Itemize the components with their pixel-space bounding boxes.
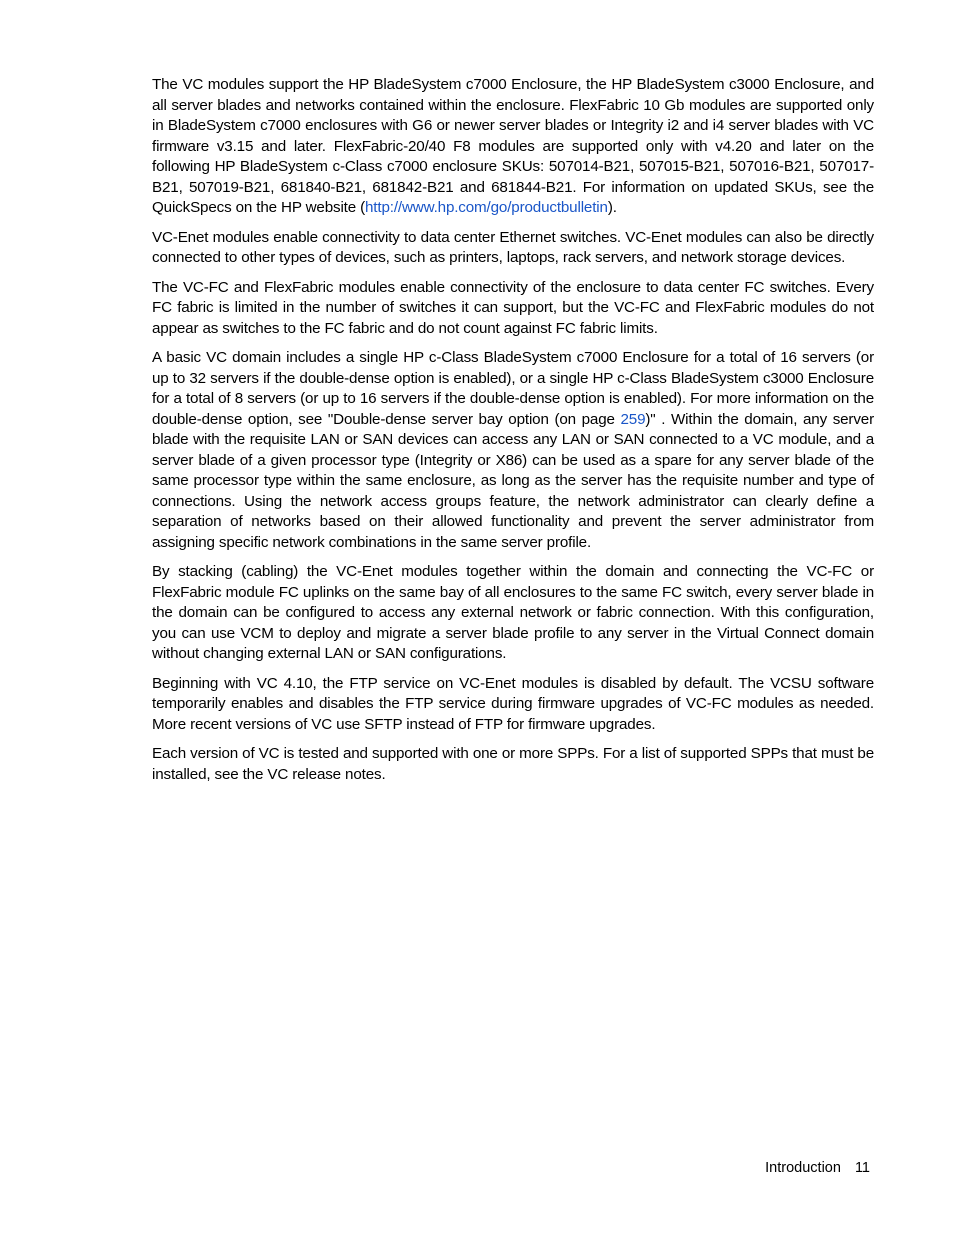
paragraph-vc-fc-flexfabric [152,278,874,340]
paragraph-text: )" . Within the domain, any server blade with the requisite LAN or SAN devices can access any LAN or SAN connected to a VC module, and a server blade of a given processor type (Integrity or X86) can be used as a spare for any server blade of the same processor type within the same enclosure, as long as the server has the requisite number and type of connections. Using the network access groups feature, the network administrator can clearly define a separation of networks based on their allowed functionality and prevent the server administrator from assigning specific network combinations in the same server profile. [152,410,874,551]
paragraph-basic-vc-domain [152,348,874,553]
page-number: 11 [854,1160,870,1176]
page-footer [600,1158,870,1178]
productbulletin-link[interactable]: http://www.hp.com/go/productbulletin [365,199,608,216]
document-body [152,75,874,794]
paragraph-text: ). [607,199,617,216]
paragraph-stacking [152,562,874,665]
paragraph-text: A basic VC domain includes a single HP c-Class BladeSystem c7000 Enclosure for a total of 16 servers (or up to 32 servers if the double-dense option is enabled), or a single HP c-Class BladeSystem c3000 Enclosure for a total of 8 servers (or up to 16 servers if the double-dense option is enabled). For more information on the double-dense option, see "Double-dense server bay option (on page [152,349,874,428]
paragraph-vc-modules-support [152,75,874,219]
paragraph-text: By stacking (cabling) the VC-Enet modules together within the domain and connecting the VC-FC or FlexFabric module FC uplinks on the same bay of all enclosures to the same FC switch, every server blade in the domain can be configured to access any external network or fabric connection. With this configuration, you can use VCM to deploy and migrate a server blade profile to any server in the Virtual Connect domain without changing external LAN or SAN configurations. [152,563,874,662]
paragraph-text: Each version of VC is tested and supported with one or more SPPs. For a list of supported SPPs that must be installed, see the VC release notes. [152,745,874,783]
paragraph-ftp-service [152,674,874,736]
paragraph-text: VC-Enet modules enable connectivity to data center Ethernet switches. VC-Enet modules can also be directly connected to other types of devices, such as printers, laptops, rack servers, and network storage devices. [152,228,874,266]
paragraph-vc-enet [152,228,874,269]
paragraph-text: Beginning with VC 4.10, the FTP service on VC-Enet modules is disabled by default. The VCSU software temporarily enables and disables the FTP service during firmware upgrades of VC-FC modules as needed. More recent versions of VC use SFTP instead of FTP for firmware upgrades. [152,674,874,733]
paragraph-text: The VC-FC and FlexFabric modules enable connectivity of the enclosure to data center FC switches. Every FC fabric is limited in the number of switches it can support, but the VC-FC and FlexFabric modules do not appear as switches to the FC fabric and do not count against FC fabric limits. [152,278,874,337]
footer-section-title: Introduction [765,1160,841,1176]
paragraph-text: The VC modules support the HP BladeSystem c7000 Enclosure, the HP BladeSystem c3000 Enclosure, and all server blades and networks contained within the enclosure. FlexFabric 10 Gb modules are supported only in BladeSystem c7000 enclosures with G6 or newer server blades or Integrity i2 and i4 server blades with VC firmware v3.15 and later. FlexFabric-20/40 F8 modules are supported only with v4.20 and later on the following HP BladeSystem c-Class c7000 enclosure SKUs: 507014-B21, 507015-B21, 507016-B21, 507017-B21, 507019-B21, 681840-B21, 681842-B21 and 681844-B21. For information on updated SKUs, see the QuickSpecs on the HP website ( [152,76,874,216]
page-259-link[interactable]: 259 [620,410,646,428]
paragraph-spp-support [152,744,874,785]
